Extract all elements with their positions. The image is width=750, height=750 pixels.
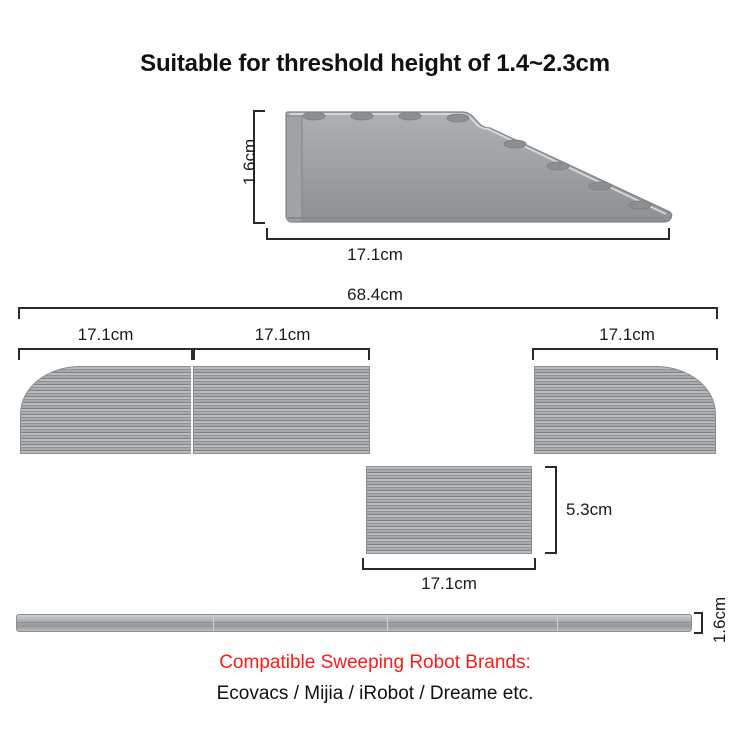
bracket-total-width	[18, 307, 718, 319]
wedge-ramp-svg	[262, 100, 682, 230]
label-segment-1: 17.1cm	[77, 325, 134, 344]
label-wedge-width: 17.1cm	[347, 245, 403, 264]
strip-segment-mid-left	[193, 366, 370, 454]
label-segment-3: 17.1cm	[599, 325, 655, 344]
label-middle-piece-height: 5.3cm	[566, 500, 613, 519]
side-profile-joint-2	[387, 615, 388, 631]
bracket-segment-1	[18, 348, 193, 360]
strip-segment-right	[534, 366, 716, 454]
strip-segment-left	[20, 366, 192, 454]
bracket-wedge-width	[266, 228, 670, 240]
label-bar-height: 1.6cm	[710, 596, 729, 644]
bracket-segment-3	[532, 348, 718, 360]
side-profile-bar	[16, 614, 692, 632]
compatible-brands-title: Compatible Sweeping Robot Brands:	[219, 652, 531, 673]
wedge-left-face	[286, 116, 302, 222]
label-middle-piece-width: 17.1cm	[421, 574, 477, 593]
side-profile-seam	[17, 622, 691, 623]
side-profile-joint-3	[557, 615, 558, 631]
bracket-middle-piece-height	[545, 466, 557, 554]
side-profile-joint-1	[213, 615, 214, 631]
page-title: Suitable for threshold height of 1.4~2.3cm	[140, 50, 610, 77]
label-total-width: 68.4cm	[347, 285, 403, 304]
compatible-brands-list: Ecovacs / Mijia / iRobot / Dreame etc.	[216, 683, 534, 704]
label-wedge-height: 1.6cm	[240, 138, 259, 186]
label-segment-2: 17.1cm	[254, 325, 311, 344]
wedge-ramp-illustration	[262, 100, 682, 230]
bracket-bar-height	[694, 612, 703, 634]
bracket-segment-2	[193, 348, 370, 360]
wedge-body	[286, 112, 672, 222]
bracket-middle-piece-width	[362, 558, 536, 570]
strip-segment-detached	[366, 466, 532, 554]
